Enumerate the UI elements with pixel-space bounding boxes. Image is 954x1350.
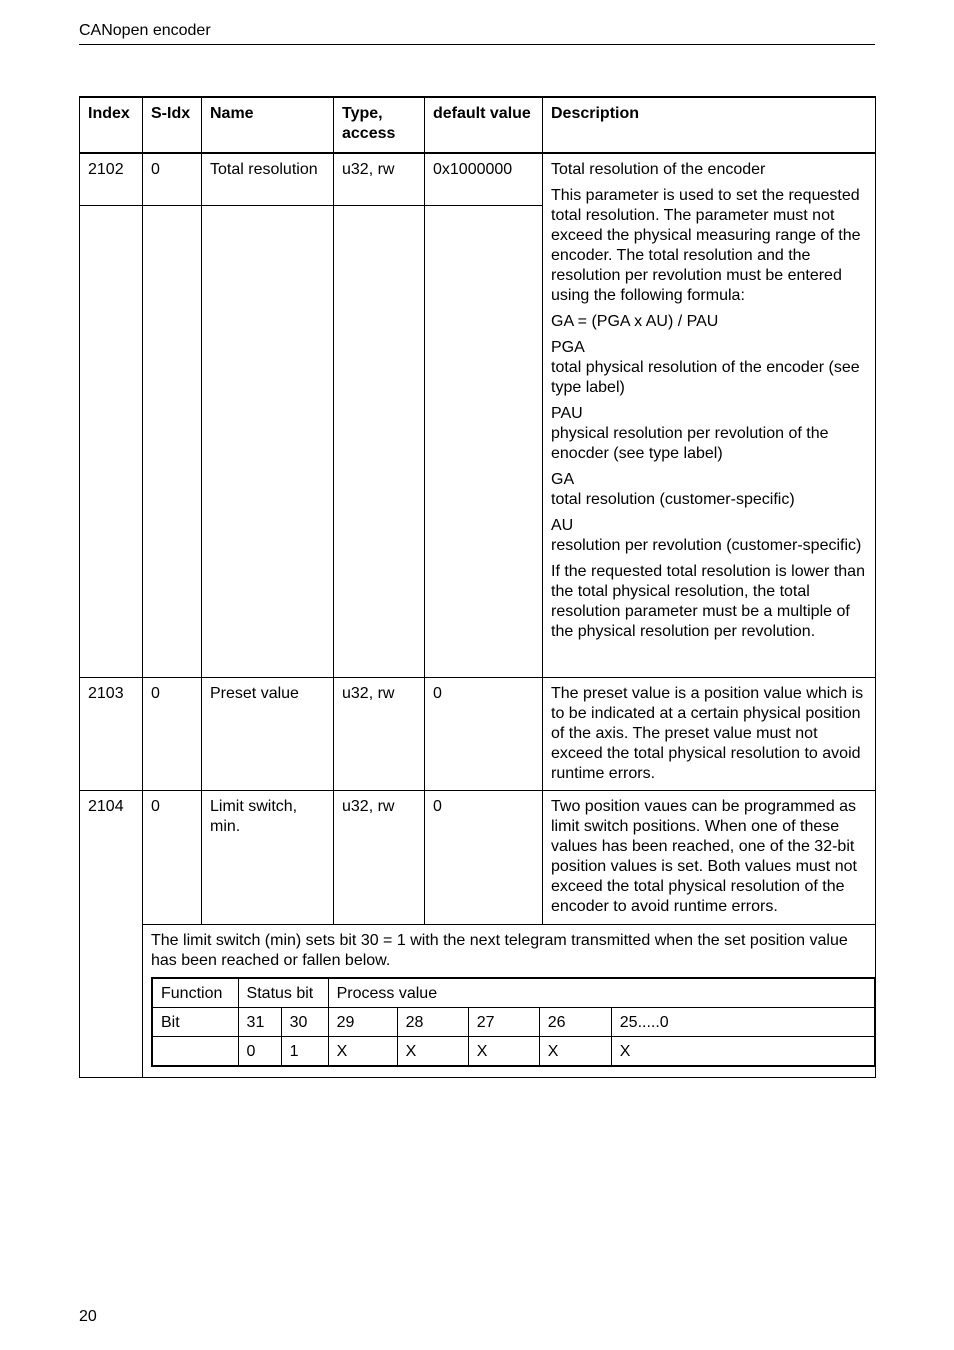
empty-cell <box>80 205 143 677</box>
bits-cell: X <box>328 1036 397 1066</box>
bits-cell: X <box>539 1036 611 1066</box>
limit-switch-note: The limit switch (min) sets bit 30 = 1 with the next telegram transmitted when the set position value has been reached or fallen below. <box>143 924 876 977</box>
bits-header-row <box>152 978 875 1008</box>
header-sidx: S-Idx <box>143 97 202 153</box>
note-row <box>80 924 876 977</box>
cell-name: Preset value <box>202 677 334 790</box>
cell-name: Limit switch, min. <box>202 790 334 924</box>
desc-paragraph: PAU physical resolution per revolution of the enocder (see type label) <box>551 405 829 462</box>
bits-status-bit-label: Status bit <box>238 978 328 1008</box>
bits-cell: X <box>468 1036 539 1066</box>
cell-default: 0 <box>425 677 543 790</box>
cell-name: Total resolution <box>202 153 334 205</box>
bits-cell <box>152 1036 238 1066</box>
header-index: Index <box>80 97 143 153</box>
cell-sidx: 0 <box>143 790 202 924</box>
bits-cell: 29 <box>328 1007 397 1036</box>
cell-index: 2104 <box>80 790 143 1077</box>
desc-paragraph: The preset value is a position value which is to be indicated at a certain physical position of the axis. The preset value must not exceed the total physical resolution to avoid runtime errors. <box>551 684 864 782</box>
bits-process-value-label: Process value <box>328 978 874 1008</box>
header-name: Name <box>202 97 334 153</box>
table-header-row <box>80 97 876 153</box>
desc-formula: GA = (PGA x AU) / PAU <box>551 313 719 330</box>
running-header <box>79 21 875 45</box>
cell-sidx: 0 <box>143 153 202 205</box>
desc-paragraph: AU resolution per revolution (customer-specific) <box>551 517 862 554</box>
bits-cell: 1 <box>281 1036 328 1066</box>
bits-row <box>80 977 876 1078</box>
empty-cell <box>202 205 334 677</box>
table-row <box>80 790 876 924</box>
status-bits-table <box>151 977 875 1067</box>
cell-default: 0x1000000 <box>425 153 543 205</box>
document-title: CANopen encoder <box>79 22 211 39</box>
header-default-value: default value <box>425 97 543 153</box>
desc-paragraph: PGA total physical resolution of the encoder (see type label) <box>551 339 860 396</box>
bits-cell: 0 <box>238 1036 281 1066</box>
cell-type: u32, rw <box>334 677 425 790</box>
bits-cell: 25.....0 <box>611 1007 874 1036</box>
header-type-access: Type, access <box>334 97 425 153</box>
desc-paragraph: This parameter is used to set the requested total resolution. The parameter must not exceed the physical measuring range of the encoder. The total resolution and the resolution per revolution must be entered using the following formula: <box>551 187 861 304</box>
bits-cell: X <box>611 1036 874 1066</box>
bits-cell: X <box>397 1036 468 1066</box>
cell-index: 2103 <box>80 677 143 790</box>
bits-cell: 28 <box>397 1007 468 1036</box>
bits-cell: 27 <box>468 1007 539 1036</box>
bits-cell: 30 <box>281 1007 328 1036</box>
cell-default: 0 <box>425 790 543 924</box>
desc-paragraph: GA total resolution (customer-specific) <box>551 471 795 508</box>
parameter-table <box>79 96 876 1078</box>
bits-function-label: Function <box>152 978 238 1008</box>
cell-description <box>543 677 876 790</box>
cell-description <box>543 790 876 924</box>
cell-description <box>543 153 876 677</box>
cell-type: u32, rw <box>334 790 425 924</box>
bits-number-row <box>152 1007 875 1036</box>
desc-paragraph: If the requested total resolution is lower than the total physical resolution, the total resolution parameter must be a multiple of the physical resolution per revolution. <box>551 563 865 640</box>
empty-cell <box>334 205 425 677</box>
desc-paragraph: Total resolution of the encoder <box>551 161 766 178</box>
empty-cell <box>143 205 202 677</box>
bits-value-row <box>152 1036 875 1066</box>
header-description: Description <box>543 97 876 153</box>
cell-type: u32, rw <box>334 153 425 205</box>
bits-cell: 31 <box>238 1007 281 1036</box>
cell-index: 2102 <box>80 153 143 205</box>
cell-sidx: 0 <box>143 677 202 790</box>
table-row <box>80 153 876 205</box>
bits-cell: 26 <box>539 1007 611 1036</box>
table-row <box>80 677 876 790</box>
bits-table-container <box>143 977 876 1078</box>
page-number: 20 <box>79 1308 97 1325</box>
desc-paragraph: Two position vaues can be programmed as limit switch positions. When one of these values has been reached, one of the 32-bit position values is set. Both values must not exceed the total physical resolution of the encoder to avoid runtime errors. <box>551 797 857 915</box>
bits-cell: Bit <box>152 1007 238 1036</box>
empty-cell <box>425 205 543 677</box>
